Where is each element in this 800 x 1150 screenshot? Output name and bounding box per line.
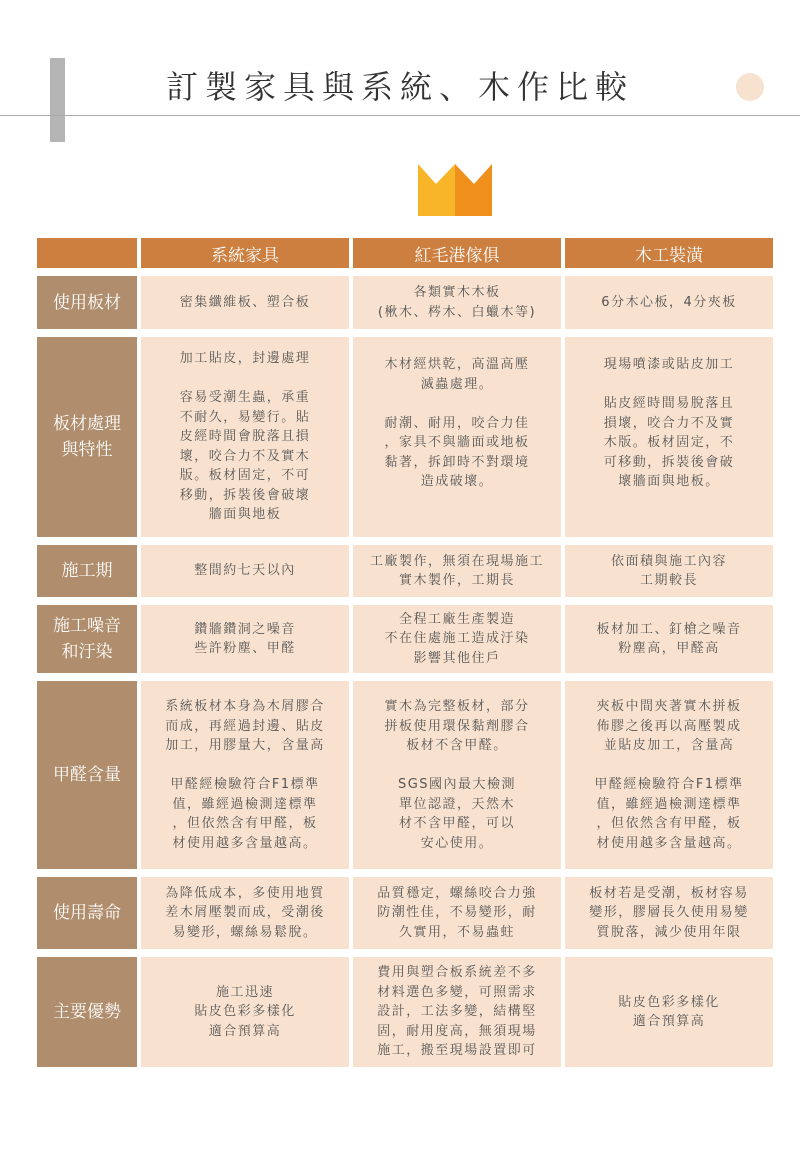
table-cell: 6分木心板，4分夾板 <box>565 276 773 329</box>
table-row <box>37 957 773 1067</box>
table-cell: 整間約七天以內 <box>141 545 349 597</box>
table-cell: 依面積與施工內容 工期較長 <box>565 545 773 597</box>
table-header-row <box>37 238 773 268</box>
row-label-board-material: 使用板材 <box>37 276 137 329</box>
crown-left-half <box>418 164 455 216</box>
decorative-circle <box>736 73 764 101</box>
table-cell: 夾板中間夾著實木拼板 佈膠之後再以高壓製成 並貼皮加工，含量高 甲醛經檢驗符合F1標準 值，雖經過檢測達標準 ，但依然含有甲醛，板 材使用越多含量越高。 <box>565 681 773 869</box>
row-label-advantages: 主要優勢 <box>37 957 137 1067</box>
table-cell: 加工貼皮，封邊處理 容易受潮生蟲，承重 不耐久，易變行。貼 皮經時間會脫落且損 壞，咬合力不及實木 版。板材固定，不可 移動，拆裝後會破壞 牆面與地板 <box>141 337 349 537</box>
crown-icon <box>418 164 492 216</box>
table-cell: 密集纖維板、塑合板 <box>141 276 349 329</box>
table-cell: 品質穩定，螺絲咬合力強 防潮性佳，不易變形，耐 久實用，不易蟲蛀 <box>353 877 561 949</box>
table-row <box>37 605 773 673</box>
table-row <box>37 681 773 869</box>
table-cell: 為降低成本，多使用地質 差木屑壓製而成，受潮後 易變形，螺絲易鬆脫。 <box>141 877 349 949</box>
row-label-processing: 板材處理 與特性 <box>37 337 137 537</box>
table-row <box>37 877 773 949</box>
table-row <box>37 276 773 329</box>
title-divider <box>0 115 800 116</box>
table-cell: 木材經烘乾，高溫高壓 滅蟲處理。 耐潮、耐用，咬合力佳 ，家具不與牆面或地板 黏著，拆卸時不對環境 造成破壞。 <box>353 337 561 537</box>
column-header-system-furniture: 系統家具 <box>141 238 349 268</box>
table-cell: 現場噴漆或貼皮加工 貼皮經時間易脫落且 損壞，咬合力不及實 木版。板材固定，不 可移動，拆裝後會破 壞牆面與地板。 <box>565 337 773 537</box>
crown-right-half <box>455 164 492 216</box>
header-corner <box>37 238 137 268</box>
row-label-construction-period: 施工期 <box>37 545 137 597</box>
row-label-lifespan: 使用壽命 <box>37 877 137 949</box>
table-cell: 板材加工、釘槍之噪音 粉塵高，甲醛高 <box>565 605 773 673</box>
comparison-table <box>33 234 777 1071</box>
table-row <box>37 545 773 597</box>
table-cell: 施工迅速 貼皮色彩多樣化 適合預算高 <box>141 957 349 1067</box>
table-cell: 板材若是受潮，板材容易 變形，膠層長久使用易變 質脫落，減少使用年限 <box>565 877 773 949</box>
row-label-formaldehyde: 甲醛含量 <box>37 681 137 869</box>
column-header-carpentry: 木工裝潢 <box>565 238 773 268</box>
table-cell: 各類實木木板 (楸木、梣木、白蠟木等) <box>353 276 561 329</box>
table-cell: 實木為完整板材，部分 拼板使用環保黏劑膠合 板材不含甲醛。 SGS國內最大檢測 單位認證，天然木 材不含甲醛，可以 安心使用。 <box>353 681 561 869</box>
column-header-hongmaogang: 紅毛港傢俱 <box>353 238 561 268</box>
table-cell: 貼皮色彩多樣化 適合預算高 <box>565 957 773 1067</box>
page-title: 訂製家具與系統、木作比較 <box>165 68 634 106</box>
table-cell: 工廠製作，無須在現場施工 實木製作，工期長 <box>353 545 561 597</box>
table-row <box>37 337 773 537</box>
table-cell: 費用與塑合板系統差不多 材料選色多變，可照需求 設計，工法多變，結構堅 固，耐用度高，無須現場 施工，搬至現場設置即可 <box>353 957 561 1067</box>
row-label-noise-pollution: 施工噪音 和汙染 <box>37 605 137 673</box>
table-cell: 全程工廠生產製造 不在住處施工造成汙染 影響其他住戶 <box>353 605 561 673</box>
table-cell: 系統板材本身為木屑膠合 而成，再經過封邊、貼皮 加工，用膠量大，含量高 甲醛經檢驗符合F1標準 值，雖經過檢測達標準 ，但依然含有甲醛，板 材使用越多含量越高。 <box>141 681 349 869</box>
table-cell: 鑽牆鑽洞之噪音 些許粉塵、甲醛 <box>141 605 349 673</box>
